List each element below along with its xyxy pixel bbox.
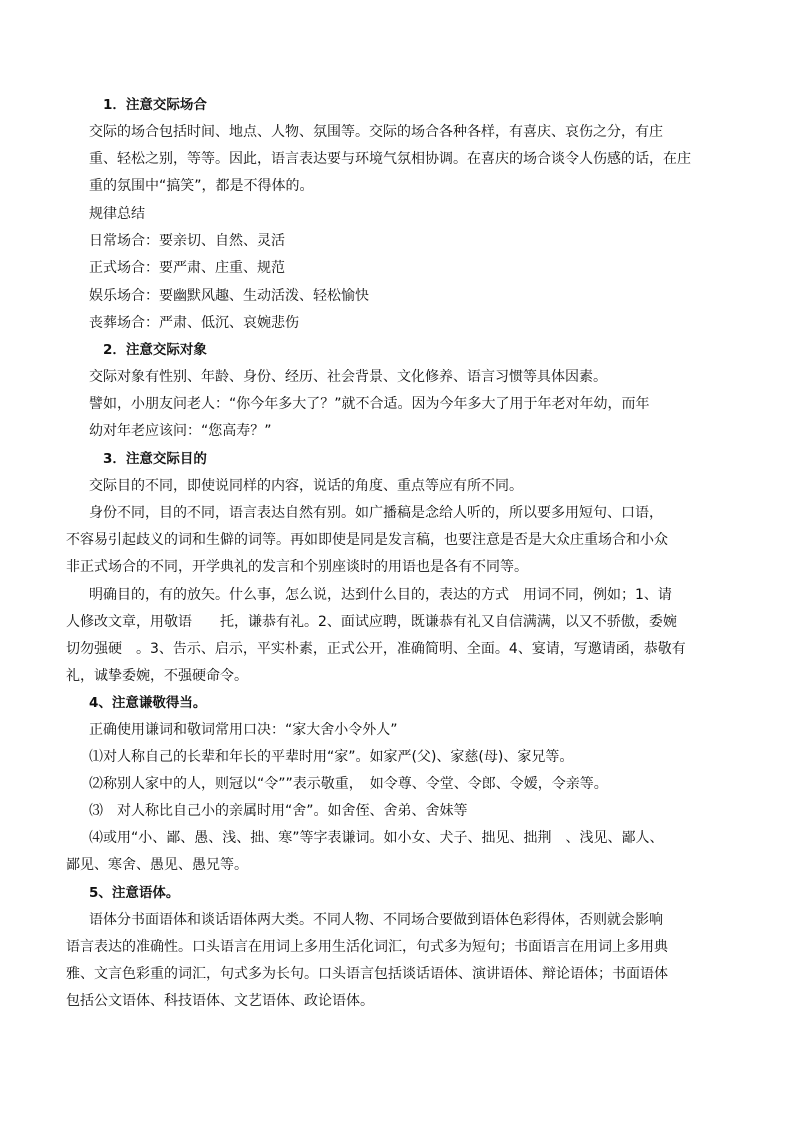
paragraph-line: 交际的场合包括时间、地点、人物、氛围等。交际的场合各种各样，有喜庆、哀伤之分，有庄 bbox=[89, 124, 663, 140]
paragraph-line: 重的氛围中“搞笑”，都是不得体的。 bbox=[89, 178, 314, 194]
paragraph-line: 正式场合：要严肃、庄重、规范 bbox=[89, 260, 285, 276]
paragraph-line: 鄙见、寒舍、愚见、愚兄等。 bbox=[66, 857, 248, 873]
paragraph-line: 重、轻松之别，等等。因此，语言表达要与环境气氛相协调。在喜庆的场合谈令人伤感的话，在庄 bbox=[89, 151, 691, 167]
paragraph-line: ⑴对人称自己的长辈和年长的平辈时用“家”。如家严(父)、家慈(母)、家兄等。 bbox=[89, 749, 574, 765]
paragraph-line: 明确目的，有的放矢。什么事，怎么说，达到什么目的，表达的方式 用词不同，例如；1、请 bbox=[89, 587, 672, 603]
paragraph-line: 娱乐场合：要幽默风趣、生动活泼、轻松愉快 bbox=[89, 288, 369, 304]
paragraph-line: ⑷或用“小、鄙、愚、浅、拙、寒”等字表谦词。如小女、犬子、拙见、拙荆 、浅见、鄙人、 bbox=[89, 830, 664, 846]
paragraph-line: 礼，诚挚委婉，不强硬命令。 bbox=[66, 668, 248, 684]
paragraph-line: 人修改文章，用敬语 托，谦恭有礼。2、面试应聘，既谦恭有礼又自信满满，以又不骄傲，委婉 bbox=[66, 614, 677, 630]
section-heading-4: 4、注意谦敬得当。 bbox=[89, 695, 207, 711]
section-heading-2: 2．注意交际对象 bbox=[103, 342, 207, 358]
paragraph-line: 雅、文言色彩重的词汇，句式多为长句。口头语言包括谈话语体、演讲语体、辩论语体；书面语体 bbox=[66, 966, 668, 982]
paragraph-line: 正确使用谦词和敬词常用口决：“家大舍小令外人” bbox=[89, 722, 398, 738]
paragraph-line: 丧葬场合：严肃、低沉、哀婉悲伤 bbox=[89, 315, 299, 331]
paragraph-line: 非正式场合的不同，开学典礼的发言和个别座谈时的用语也是各有不同等。 bbox=[66, 559, 528, 575]
paragraph-line: 语体分书面语体和谈话语体两大类。不同人物、不同场合要做到语体色彩得体，否则就会影响 bbox=[89, 912, 663, 928]
paragraph-line: 幼对年老应该问：“您高寿？” bbox=[89, 423, 272, 439]
paragraph-line: 不容易引起歧义的词和生僻的词等。再如即使是同是发言稿，也要注意是否是大众庄重场合和小众 bbox=[66, 532, 668, 548]
section-heading-1: 1．注意交际场合 bbox=[103, 97, 207, 113]
paragraph-line: ⑵称别人家中的人，则冠以“令””表示敬重， 如令尊、令堂、令郎、令嫒，令亲等。 bbox=[89, 776, 608, 792]
paragraph-line: 身份不同，目的不同，语言表达自然有别。如广播稿是念给人听的，所以要多用短句、口语， bbox=[89, 505, 663, 521]
paragraph-line: 规律总结 bbox=[89, 206, 145, 222]
paragraph-line: 日常场合：要亲切、自然、灵活 bbox=[89, 233, 285, 249]
section-heading-3: 3．注意交际目的 bbox=[103, 451, 207, 467]
paragraph-line: 切勿强硬 。3、告示、启示，平实朴素，正式公开，准确简明、全面。4、宴请，写邀请函，恭敬有 bbox=[66, 641, 686, 657]
paragraph-line: 语言表达的准确性。口头语言在用词上多用生活化词汇，句式多为短句；书面语言在用词上多用典 bbox=[66, 939, 668, 955]
paragraph-line: 譬如，小朋友问老人：“你今年多大了？”就不合适。因为今年多大了用于年老对年幼，而年 bbox=[89, 396, 650, 412]
paragraph-line: 交际目的不同，即使说同样的内容，说话的角度、重点等应有所不同。 bbox=[89, 478, 523, 494]
paragraph-line: 包括公文语体、科技语体、文艺语体、政论语体。 bbox=[66, 993, 374, 1009]
section-heading-5: 5、注意语体。 bbox=[89, 885, 180, 901]
paragraph-line: 交际对象有性别、年龄、身份、经历、社会背景、文化修养、语言习惯等具体因素。 bbox=[89, 369, 607, 385]
paragraph-line: ⑶ 对人称比自己小的亲属时用“舍”。如舍侄、舍弟、舍妹等 bbox=[89, 803, 468, 819]
